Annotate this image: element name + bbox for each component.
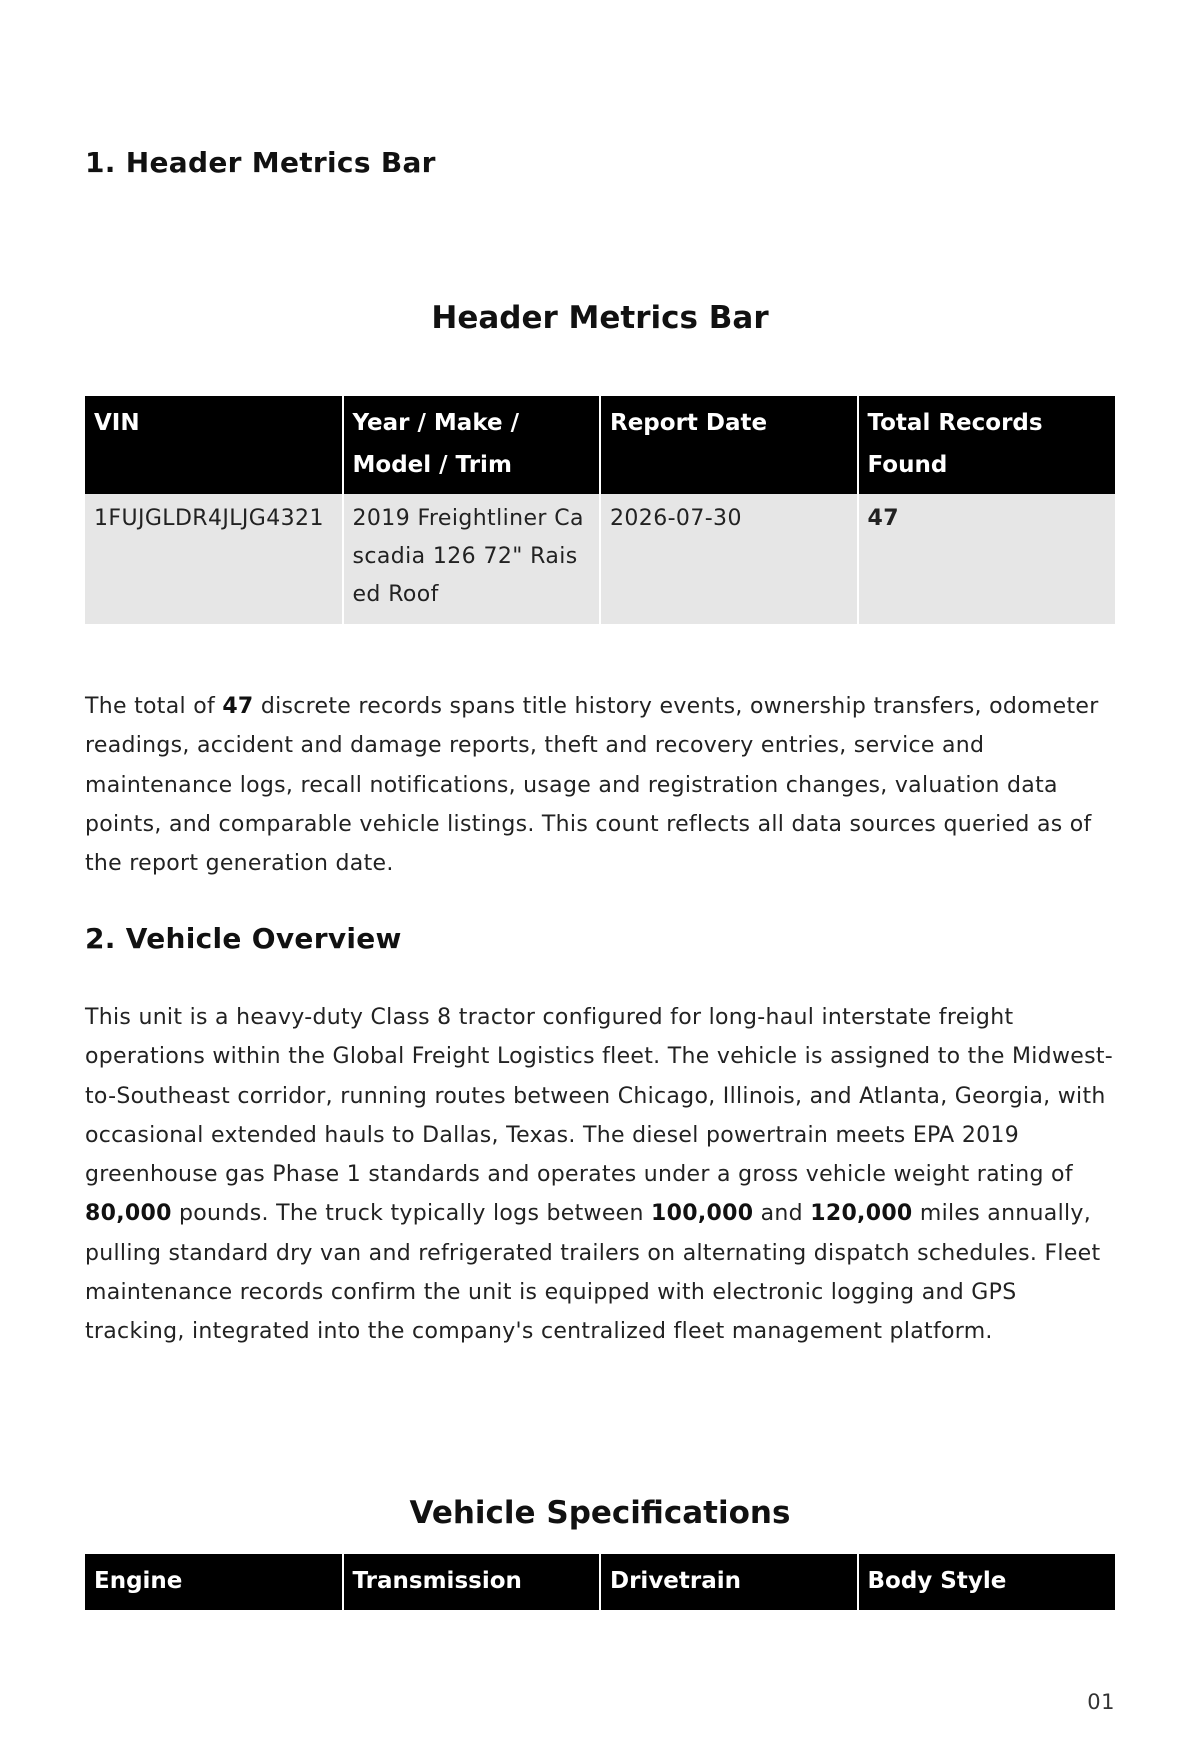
report-date-cell: 2026-07-30: [600, 494, 858, 624]
metrics-table-caption: Header Metrics Bar: [431, 300, 769, 336]
vin-cell: 1FUJGLDR4JLJG4321: [85, 494, 343, 624]
specs-table-caption: Vehicle Specifications: [409, 1495, 791, 1531]
total-records-cell: 47: [858, 494, 1116, 624]
records-count: 47: [222, 694, 254, 719]
annual-miles-max: 120,000: [810, 1201, 913, 1227]
metrics-table-header-row: [85, 396, 1115, 494]
column-header-vin: VIN: [85, 396, 343, 494]
column-header-year-make-model-trim: Year / Make / Model / Trim: [343, 396, 601, 494]
gvwr-value: 80,000: [85, 1201, 172, 1227]
specs-table-header-row: [85, 1554, 1115, 1610]
metrics-table: [85, 396, 1115, 624]
records-summary-paragraph: The total of 47 discrete records spans title history events, ownership transfers, odometer readings, accident and damage reports, theft and recovery entries, service and maintenance logs, recall notifications, usage and registration changes, valuation data points, and comparable vehicle listings. This count reflects all data sources queried as of the report generation date.: [85, 694, 1099, 877]
column-header-transmission: Transmission: [343, 1554, 601, 1610]
specs-table: [85, 1554, 1115, 1610]
column-header-total-records: Total Records Found: [858, 396, 1116, 494]
table-row: [85, 494, 1115, 624]
column-header-report-date: Report Date: [600, 396, 858, 494]
column-header-drivetrain: Drivetrain: [600, 1554, 858, 1610]
section-title-vehicle-overview: 2. Vehicle Overview: [85, 922, 402, 955]
vehicle-overview-paragraph: This unit is a heavy-duty Class 8 tractor configured for long-haul interstate freight operations within the Global Freight Logistics fleet. The vehicle is assigned to the Midwest-to-Southeast corridor, running routes between Chicago, Illinois, and Atlanta, Georgia, with occasional extended hauls to Dallas, Texas. The diesel powertrain meets EPA 2019 greenhouse gas Phase 1 standards and operates under a gross vehicle weight rating of 80,000 pounds. The truck typically logs between 100,000 and 120,000 miles annually, pulling standard dry van and refrigerated trailers on alternating dispatch schedules. Fleet maintenance records confirm the unit is equipped with electronic logging and GPS tracking, integrated into the company's centralized fleet management platform.: [85, 1005, 1113, 1345]
column-header-engine: Engine: [85, 1554, 343, 1610]
page-number: 01: [1087, 1690, 1115, 1714]
column-header-body-style: Body Style: [858, 1554, 1116, 1610]
vehicle-description-cell: 2019 Freightliner Cascadia 126 72" Raised Roof: [343, 494, 601, 624]
annual-miles-min: 100,000: [651, 1201, 754, 1227]
section-title-header-metrics: 1. Header Metrics Bar: [85, 146, 436, 179]
